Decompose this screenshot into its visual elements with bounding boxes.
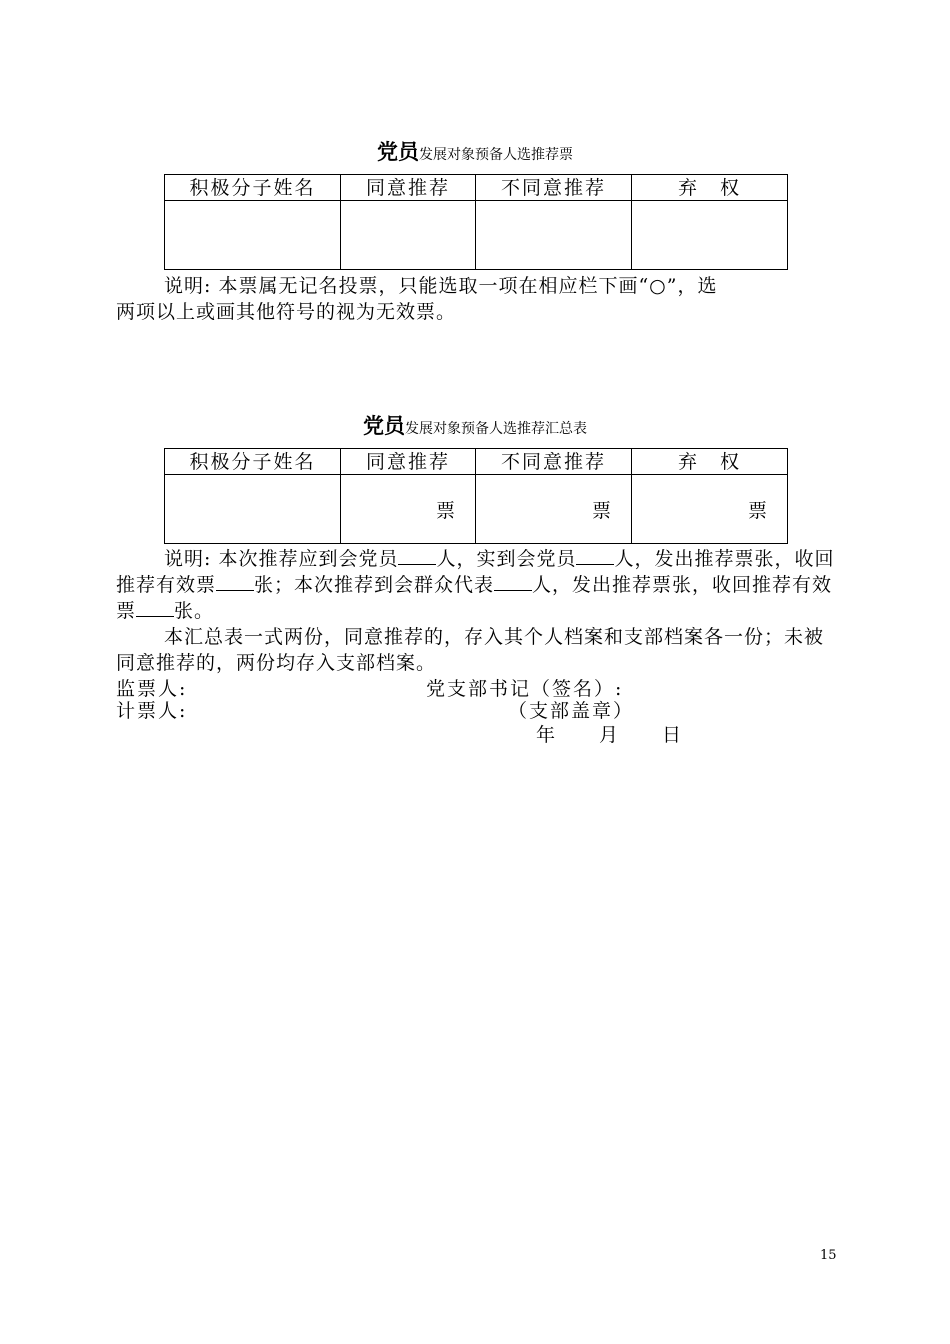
summary-paragraph-2: 本汇总表一式两份，同意推荐的，存入其个人档案和支部档案各一份；未被同意推荐的，两份均存入支部档案。 [116,626,825,674]
note-text: 张，收回推荐有效票 [116,574,833,622]
ballot-cell-abstain [632,201,788,270]
ballot-title [0,136,950,166]
ballot-cell-disagree [476,201,632,270]
summary-table [164,448,788,544]
note-text: 说明: 本次推荐应到会党员 [164,548,399,570]
note-text: 张。 [174,600,215,622]
col-header-name: 积极分子姓名 [165,175,341,201]
date-line: 年 月 日 [536,724,684,746]
note-text: 人，发出推荐票 [532,574,673,596]
supervisor-label: 监票人: [116,678,188,700]
note-text: 人，实到会党员 [436,548,577,570]
blank-field [494,572,532,591]
note-text: 张；本次推荐到会群众代表 [254,574,495,596]
blank-field [398,546,436,565]
col-header-disagree: 不同意推荐 [476,175,632,201]
secretary-label: 党支部书记（签名）: [426,678,624,700]
ballot-title-rest: 发展对象预备人选推荐票 [419,147,573,163]
summary-cell-name [165,475,341,544]
col-header-agree: 同意推荐 [341,175,476,201]
summary-title-rest: 发展对象预备人选推荐汇总表 [405,421,587,437]
summary-cell-agree: 票 [341,475,476,544]
ballot-note [116,273,838,325]
blank-field [576,546,614,565]
ballot-note-line2: 两项以上或画其他符号的视为无效票。 [116,301,457,323]
ballot-table [164,174,788,270]
summary-cell-abstain: 票 [632,475,788,544]
note-text: 人，发出推荐票 [614,548,755,570]
ballot-title-prefix: 党员 [377,139,419,164]
summary-title [0,410,950,440]
summary-cell-disagree: 票 [476,475,632,544]
ballot-cell-name [165,201,341,270]
counter-label: 计票人: [116,700,188,722]
page-number: 15 [820,1248,837,1263]
summary-header-agree: 同意推荐 [341,449,476,475]
blank-field [136,598,174,617]
col-header-abstain: 弃 权 [632,175,788,201]
summary-header-disagree: 不同意推荐 [476,449,632,475]
summary-header-name: 积极分子姓名 [165,449,341,475]
blank-field [216,572,254,591]
ballot-cell-agree [341,201,476,270]
summary-note [116,546,838,624]
ballot-note-line1: 说明: 本票属无记名投票，只能选取一项在相应栏下画“○”，选 [164,275,718,297]
summary-title-prefix: 党员 [363,413,405,438]
seal-label: （支部盖章） [508,700,635,722]
note-text: 张，收回推荐有效票 [116,548,835,596]
summary-header-abstain: 弃 权 [632,449,788,475]
